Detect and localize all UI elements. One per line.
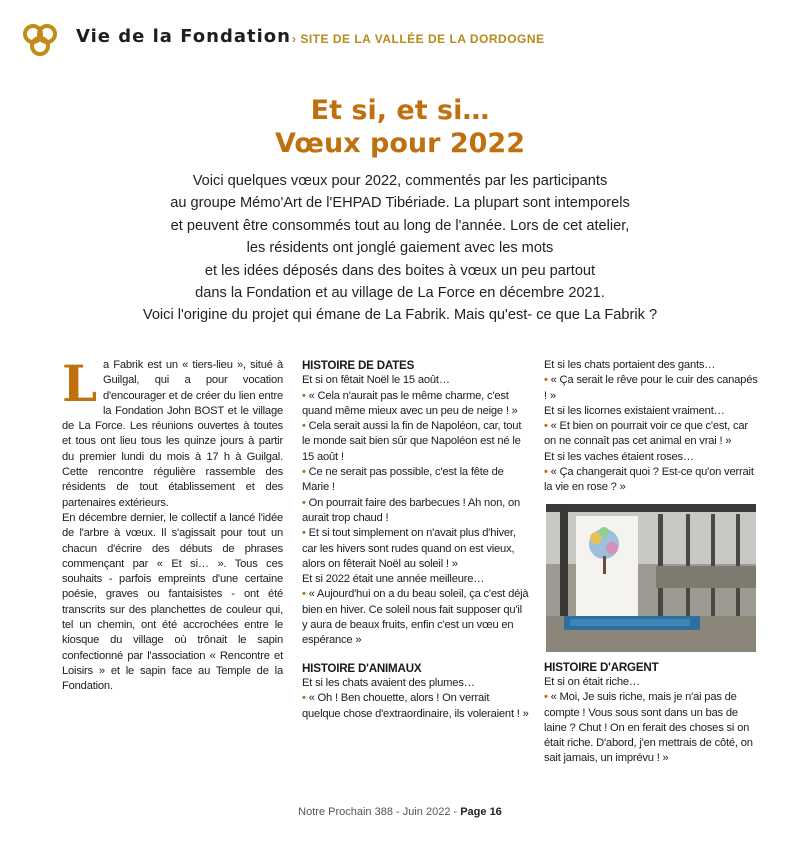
wish-answer	[302, 526, 530, 572]
answer-text: « Ça serait le rêve pour le cuir des canapés ! »	[544, 374, 758, 402]
bullet-icon: •	[302, 420, 309, 433]
intro-line: au groupe Mémo'Art de l'EHPAD Tibériade. La plupart sont intemporels	[170, 195, 630, 212]
bullet-icon: •	[302, 692, 309, 705]
section-heading-animaux: HISTOIRE D'ANIMAUX	[302, 661, 422, 675]
column-1	[62, 354, 283, 695]
wish-question: Et si on était riche…	[544, 675, 640, 688]
section-heading-argent: HISTOIRE D'ARGENT	[544, 660, 659, 674]
wish-question: Et si les vaches étaient roses…	[544, 450, 694, 463]
article-title-line1: Et si, et si…	[310, 95, 490, 126]
page-footer	[0, 806, 800, 818]
intro-line: les résidents ont jonglé gaiement avec les mots	[246, 240, 554, 257]
intro-line: Voici l'origine du projet qui émane de La Fabrik. Mais qu'est- ce que La Fabrik ?	[142, 307, 658, 324]
answer-text: « Ça changerait quoi ? Est-ce qu'on verrait la vie en rose ? »	[544, 466, 754, 494]
wish-answer	[302, 691, 530, 722]
page-number: Page 16	[460, 806, 502, 818]
page-header	[22, 22, 782, 56]
wish-answer	[544, 419, 758, 450]
column-2	[302, 358, 530, 722]
paragraph-text: a Fabrik est un « tiers-lieu », situé à Guilgal, qui a pour vocation d'encourager et de créer du lien entre la Fondation John BOST et le village de La Force. Les réunions ouvertes à toutes et tous ont lieu tous les quinze jours à partir du premier lundi du mois à 17 h à Guilgal. Cette rencontre régulière rassemble des résidents de tout établissement et des partenaires extérieurs.	[62, 359, 283, 509]
paragraph-text: En décembre dernier, le collectif a lancé l'idée de l'arbre à vœux. Il s'agissait pour tout un chacun d'écrire des débuts de phrases commençant par « Et si… ». Tous ces souhaits - parfois empreints d'une certaine poésie, graves ou fantaisistes - ont été transcrits sur des planchettes de couleur qui, tel un chemin, ont été accrochées entre le kiosque du village où trônait le sapin confectionné par l'association « Rencontre et Loisirs » et le sapin face au Temple de la Fondation.	[62, 511, 283, 693]
wish-question: Et si les chats avaient des plumes…	[302, 676, 475, 689]
article-intro	[130, 170, 670, 327]
wish-answer	[302, 587, 530, 648]
answer-text: « Moi, Je suis riche, mais je n'ai pas de compte ! Vous sous sont dans un bas de laine ? Chut ! On en ferait des choses si on était riche. D'abord, j'en mettrais de côté, on sait jamais, un imprévu ! »	[544, 691, 753, 765]
drop-cap: L	[62, 354, 97, 413]
photo-illustration	[546, 504, 756, 652]
article-title-line2: Vœux pour 2022	[275, 128, 525, 159]
answer-text: « Aujourd'hui on a du beau soleil, ça c'est déjà bien en hiver. Ce soleil nous fait supposer qu'il y aura de beaux fruits, enfin c'est un vœu en espérance »	[302, 588, 529, 647]
bullet-icon: •	[544, 420, 551, 433]
column-3	[544, 358, 758, 767]
wish-answer	[302, 419, 530, 465]
answer-text: Et si tout simplement on n'avait plus d'hiver, car les hivers sont rudes quand on est vieux, alors on fêterait Noël au soleil ! »	[302, 527, 516, 570]
section-heading-dates: HISTOIRE DE DATES	[302, 359, 415, 372]
wish-answer	[302, 389, 530, 420]
intro-line: et les idées déposés dans des boites à vœux un peu partout	[204, 262, 596, 279]
answer-text: « Oh ! Ben chouette, alors ! On verrait quelque chose d'extraordinaire, ils voleraient ! »	[302, 692, 529, 720]
bullet-icon: •	[302, 527, 309, 540]
wish-question: Et si les chats portaient des gants…	[544, 359, 716, 371]
bullet-icon: •	[302, 389, 309, 402]
wish-answer	[544, 465, 758, 496]
answer-text: Ce ne serait pas possible, c'est la fête de Marie !	[302, 466, 504, 494]
bullet-icon: •	[302, 588, 309, 601]
answer-text: « Et bien on pourrait voir ce que c'est, car on ne connaît pas cet animal en vrai ! »	[544, 420, 748, 448]
intro-line: dans la Fondation et au village de La Force en décembre 2021.	[195, 285, 605, 302]
bullet-icon: •	[544, 691, 551, 704]
wish-question: Et si 2022 était une année meilleure…	[302, 573, 485, 586]
wish-answer	[544, 373, 758, 404]
bullet-icon: •	[302, 466, 309, 479]
bullet-icon: •	[544, 374, 551, 387]
bullet-icon: •	[302, 496, 309, 509]
fondation-logo-icon	[22, 24, 58, 56]
intro-line: et peuvent être consommés tout au long de l'année. Lors de cet atelier,	[170, 217, 630, 234]
wish-answer	[544, 690, 758, 766]
wish-tree-photo	[546, 504, 756, 652]
answer-text: « Cela n'aurait pas le même charme, c'est quand même mieux avec un peu de neige ! »	[302, 389, 518, 417]
wish-answer	[302, 465, 530, 496]
wish-question: Et si on fêtait Noël le 15 août…	[302, 374, 450, 387]
answer-text: On pourrait faire des barbecues ! Ah non, on aurait trop chaud !	[302, 496, 520, 524]
footer-publication: Notre Prochain 388 - Juin 2022 -	[298, 806, 461, 818]
wish-question: Et si les licornes existaient vraiment…	[544, 404, 725, 417]
wish-answer	[302, 496, 530, 527]
answer-text: Cela serait aussi la fin de Napoléon, car, tout le monde sait bien sûr que Napoléon est né le 15 août !	[302, 420, 522, 463]
section-subtitle: › SITE DE LA VALLÉE DE LA DORDOGNE	[292, 32, 545, 46]
bullet-icon: •	[544, 466, 551, 479]
paragraph	[62, 354, 283, 511]
section-title: Vie de la Fondation	[76, 26, 291, 47]
intro-line: Voici quelques vœux pour 2022, commentés par les participants	[192, 173, 608, 189]
